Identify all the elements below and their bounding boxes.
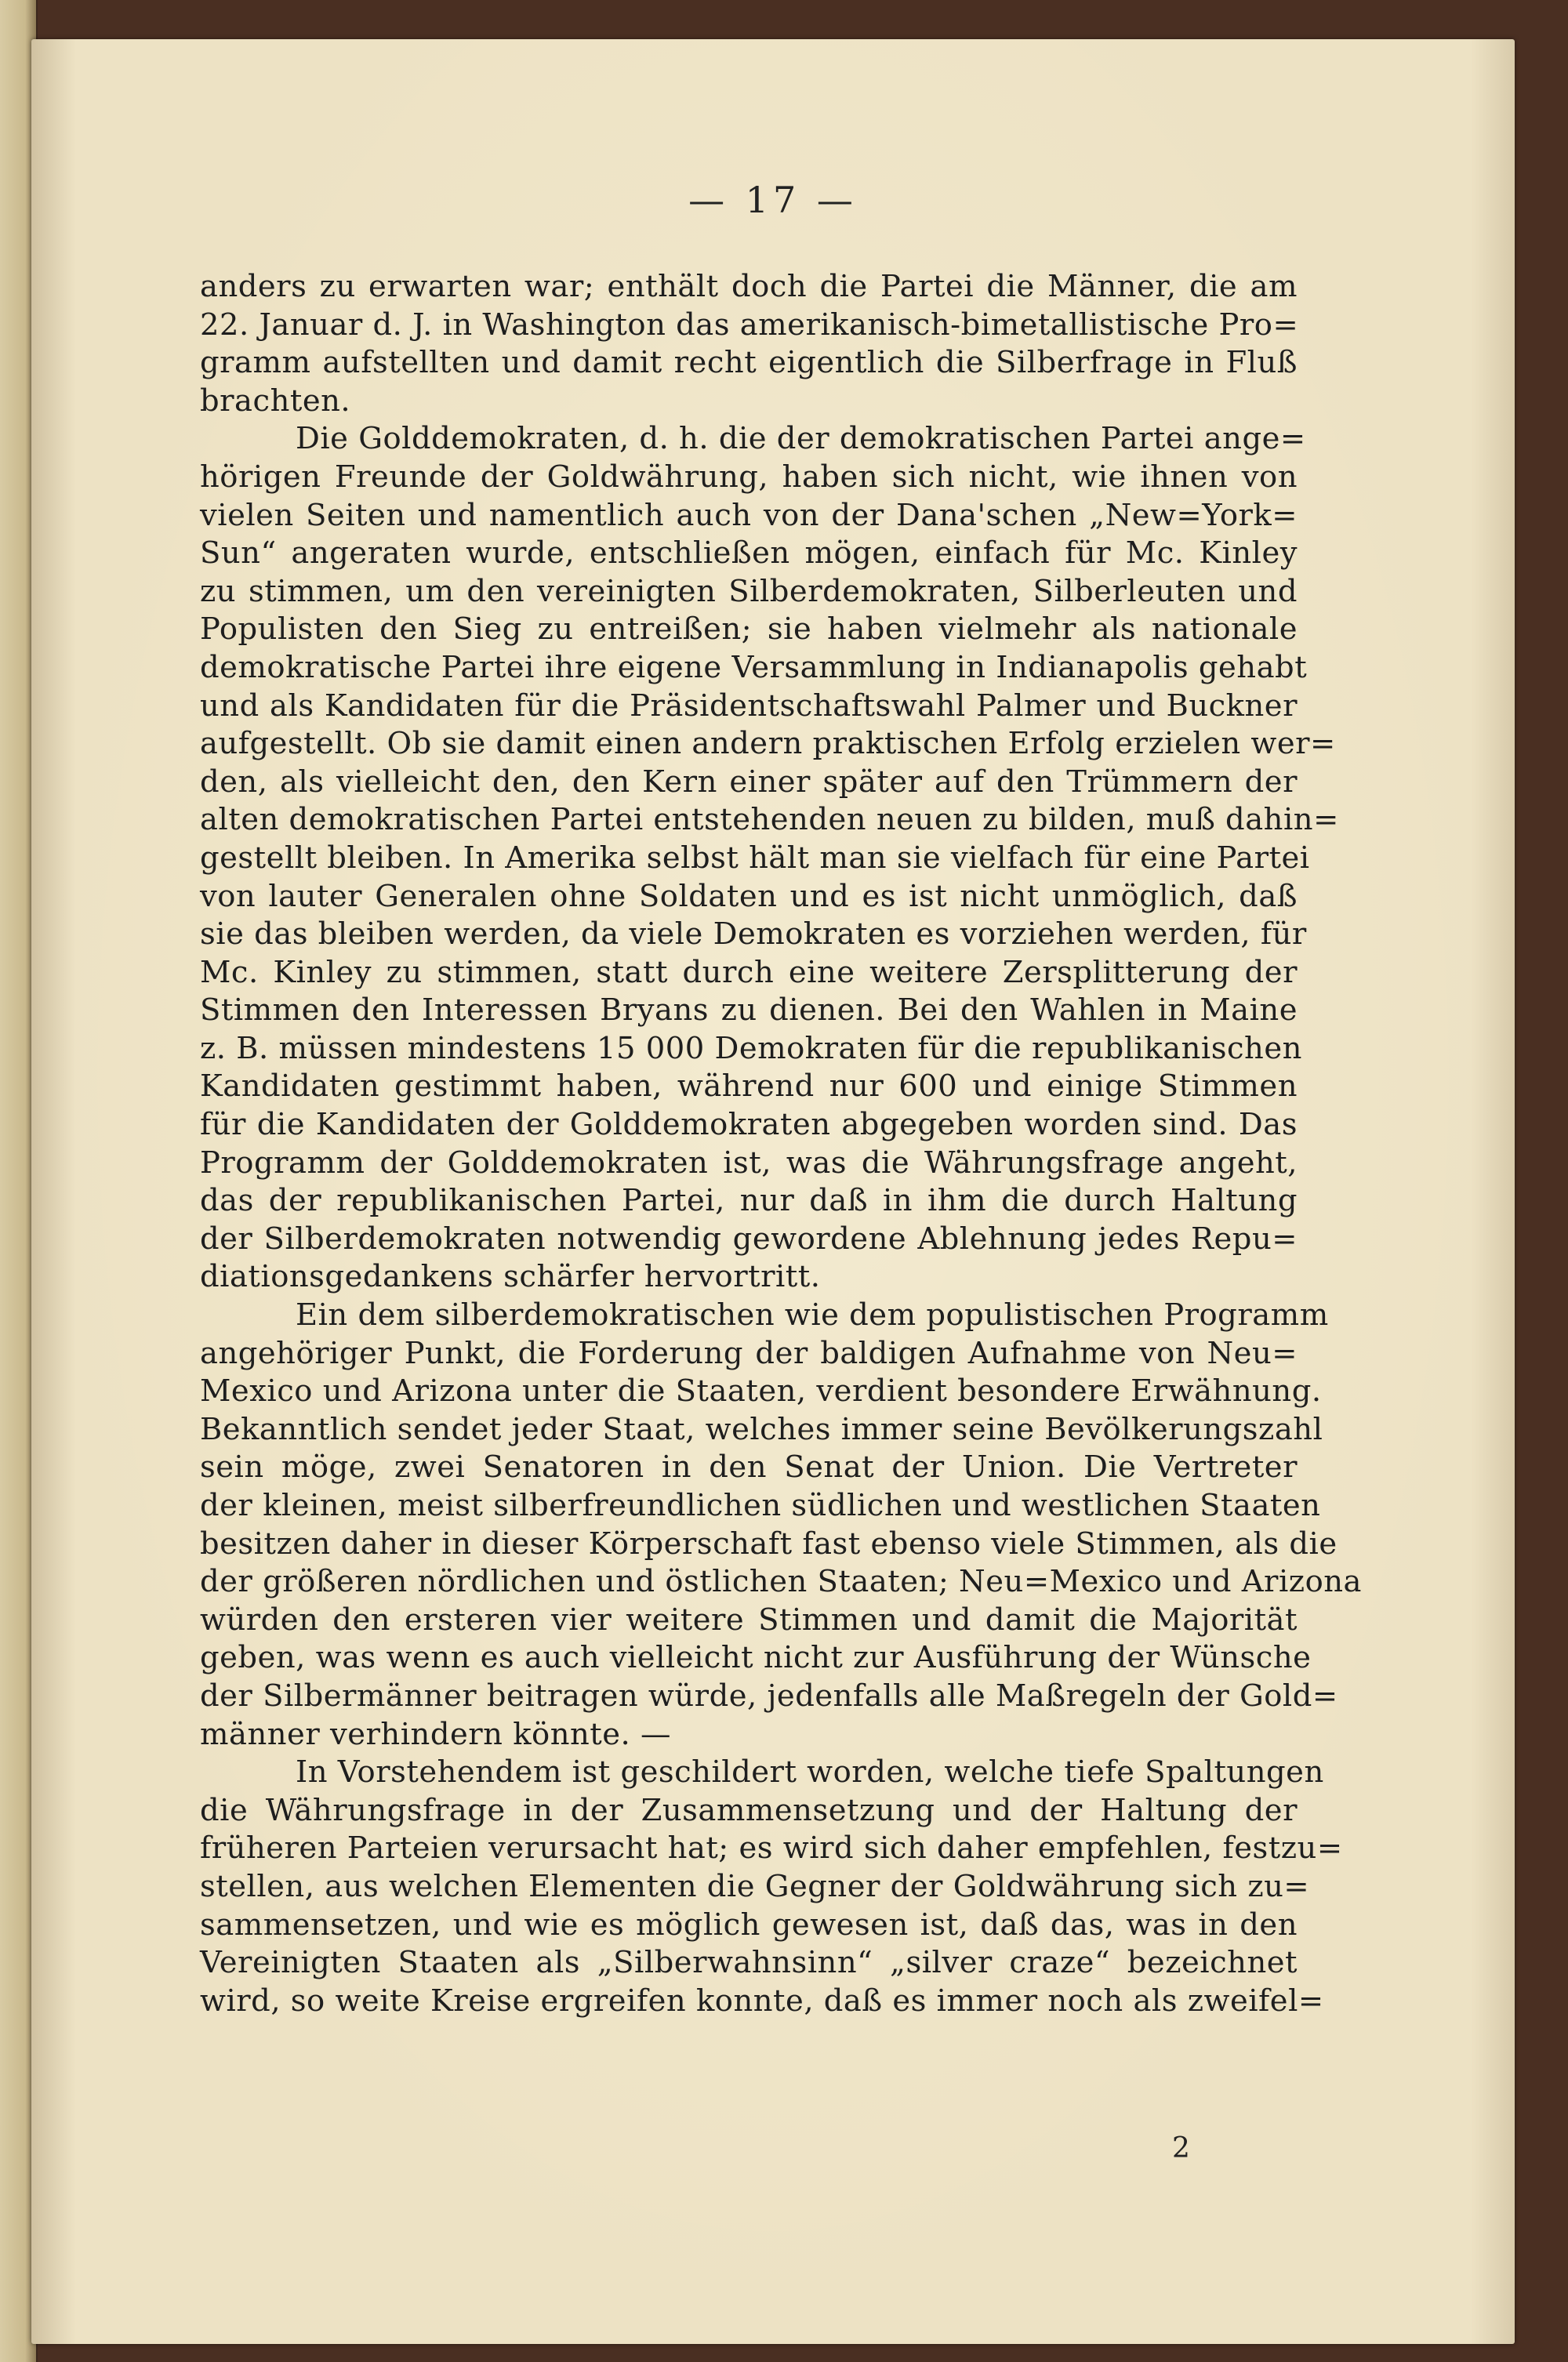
body-text [200, 268, 1362, 2020]
text-line: und als Kandidaten für die Präsidentschaftswahl Palmer und Buckner [200, 688, 1298, 724]
text-line: der größeren nördlichen und östlichen Staaten; Neu=Mexico und Arizona [200, 1564, 1362, 1600]
text-line: hörigen Freunde der Goldwährung, haben sich nicht, wie ihnen von [200, 459, 1298, 495]
text-line: brachten. [200, 383, 351, 419]
text-line: In Vorstehendem ist geschildert worden, welche tiefe Spaltungen [296, 1754, 1324, 1791]
text-line: geben, was wenn es auch vielleicht nicht zur Ausführung der Wünsche [200, 1640, 1312, 1676]
text-line: angehöriger Punkt, die Forderung der baldigen Aufnahme von Neu= [200, 1335, 1298, 1371]
text-line: männer verhindern könnte. — [200, 1716, 672, 1752]
text-line: würden den ersteren vier weitere Stimmen und damit die Majorität [200, 1602, 1298, 1638]
text-line: sein möge, zwei Senatoren in den Senat der Union. Die Vertreter [200, 1449, 1298, 1486]
text-line: besitzen daher in dieser Körperschaft fast ebenso viele Stimmen, als die [200, 1526, 1338, 1562]
text-line: der kleinen, meist silberfreundlichen südlichen und westlichen Staaten [200, 1488, 1321, 1523]
text-line: Bekanntlich sendet jeder Staat, welches immer seine Bevölkerungszahl [200, 1411, 1323, 1447]
text-line: Stimmen den Interessen Bryans zu dienen. Bei den Wahlen in Maine [200, 992, 1298, 1029]
page-number: — 17 — [688, 179, 858, 221]
text-line: Kandidaten gestimmt haben, während nur 600 und einige Stimmen [200, 1069, 1298, 1105]
text-line: demokratische Partei ihre eigene Versammlung in Indianapolis gehabt [200, 649, 1308, 685]
text-line: 22. Januar d. J. in Washington das amerikanisch-bimetallistische Pro= [200, 307, 1299, 343]
text-line: anders zu erwarten war; enthält doch die Partei die Männer, die am [200, 269, 1298, 304]
text-line: Mexico und Arizona unter die Staaten, verdient besondere Erwähnung. [200, 1373, 1322, 1410]
text-line: die Währungsfrage in der Zusammensetzung und der Haltung der [200, 1792, 1298, 1828]
text-line: der Silberdemokraten notwendig gewordene Ablehnung jedes Repu= [200, 1221, 1298, 1257]
text-line: zu stimmen, um den vereinigten Silberdemokraten, Silberleuten und [200, 573, 1298, 609]
text-line: den, als vielleicht den, den Kern einer später auf den Trümmern der [200, 764, 1298, 800]
text-line: sammensetzen, und wie es möglich gewesen ist, daß das, was in den [200, 1907, 1298, 1943]
text-line: Ein dem silberdemokratischen wie dem populistischen Programm [296, 1297, 1329, 1333]
text-line: Programm der Golddemokraten ist, was die Währungsfrage angeht, [200, 1145, 1298, 1181]
text-line: aufgestellt. Ob sie damit einen andern praktischen Erfolg erzielen wer= [200, 726, 1336, 762]
text-line: gestellt bleiben. In Amerika selbst hält man sie vielfach für eine Partei [200, 840, 1310, 876]
text-line: z. B. müssen mindestens 15 000 Demokraten für die republikanischen [200, 1030, 1302, 1066]
text-line: Populisten den Sieg zu entreißen; sie haben vielmehr als nationale [200, 611, 1298, 648]
text-line: Mc. Kinley zu stimmen, statt durch eine weitere Zersplitterung der [200, 954, 1298, 990]
book-page [31, 39, 1515, 2344]
signature-mark: 2 [1172, 2132, 1190, 2164]
text-line: stellen, aus welchen Elementen die Gegner der Goldwährung sich zu= [200, 1868, 1310, 1904]
text-line: gramm aufstellten und damit recht eigentlich die Silberfrage in Fluß [200, 345, 1298, 381]
text-line: Die Golddemokraten, d. h. die der demokratischen Partei ange= [296, 421, 1306, 457]
text-line: von lauter Generalen ohne Soldaten und es ist nicht unmöglich, daß [200, 878, 1298, 914]
text-line: diationsgedankens schärfer hervortritt. [200, 1259, 821, 1295]
text-line: sie das bleiben werden, da viele Demokraten es vorziehen werden, für [200, 916, 1307, 952]
text-line: alten demokratischen Partei entstehenden neuen zu bilden, muß dahin= [200, 802, 1339, 838]
text-line: vielen Seiten und namentlich auch von der Dana'schen „New=York= [200, 497, 1298, 533]
text-line: das der republikanischen Partei, nur daß in ihm die durch Haltung [200, 1183, 1298, 1219]
text-line: wird, so weite Kreise ergreifen konnte, daß es immer noch als zweifel= [200, 1983, 1324, 2019]
text-line: früheren Parteien verursacht hat; es wird sich daher empfehlen, festzu= [200, 1830, 1343, 1867]
text-line: für die Kandidaten der Golddemokraten abgegeben worden sind. Das [200, 1107, 1298, 1143]
text-line: Vereinigten Staaten als „Silberwahnsinn“ „silver craze“ bezeichnet [200, 1945, 1298, 1981]
text-line: der Silbermänner beitragen würde, jedenfalls alle Maßregeln der Gold= [200, 1678, 1338, 1714]
text-line: Sun“ angeraten wurde, entschließen mögen, einfach für Mc. Kinley [200, 535, 1298, 571]
